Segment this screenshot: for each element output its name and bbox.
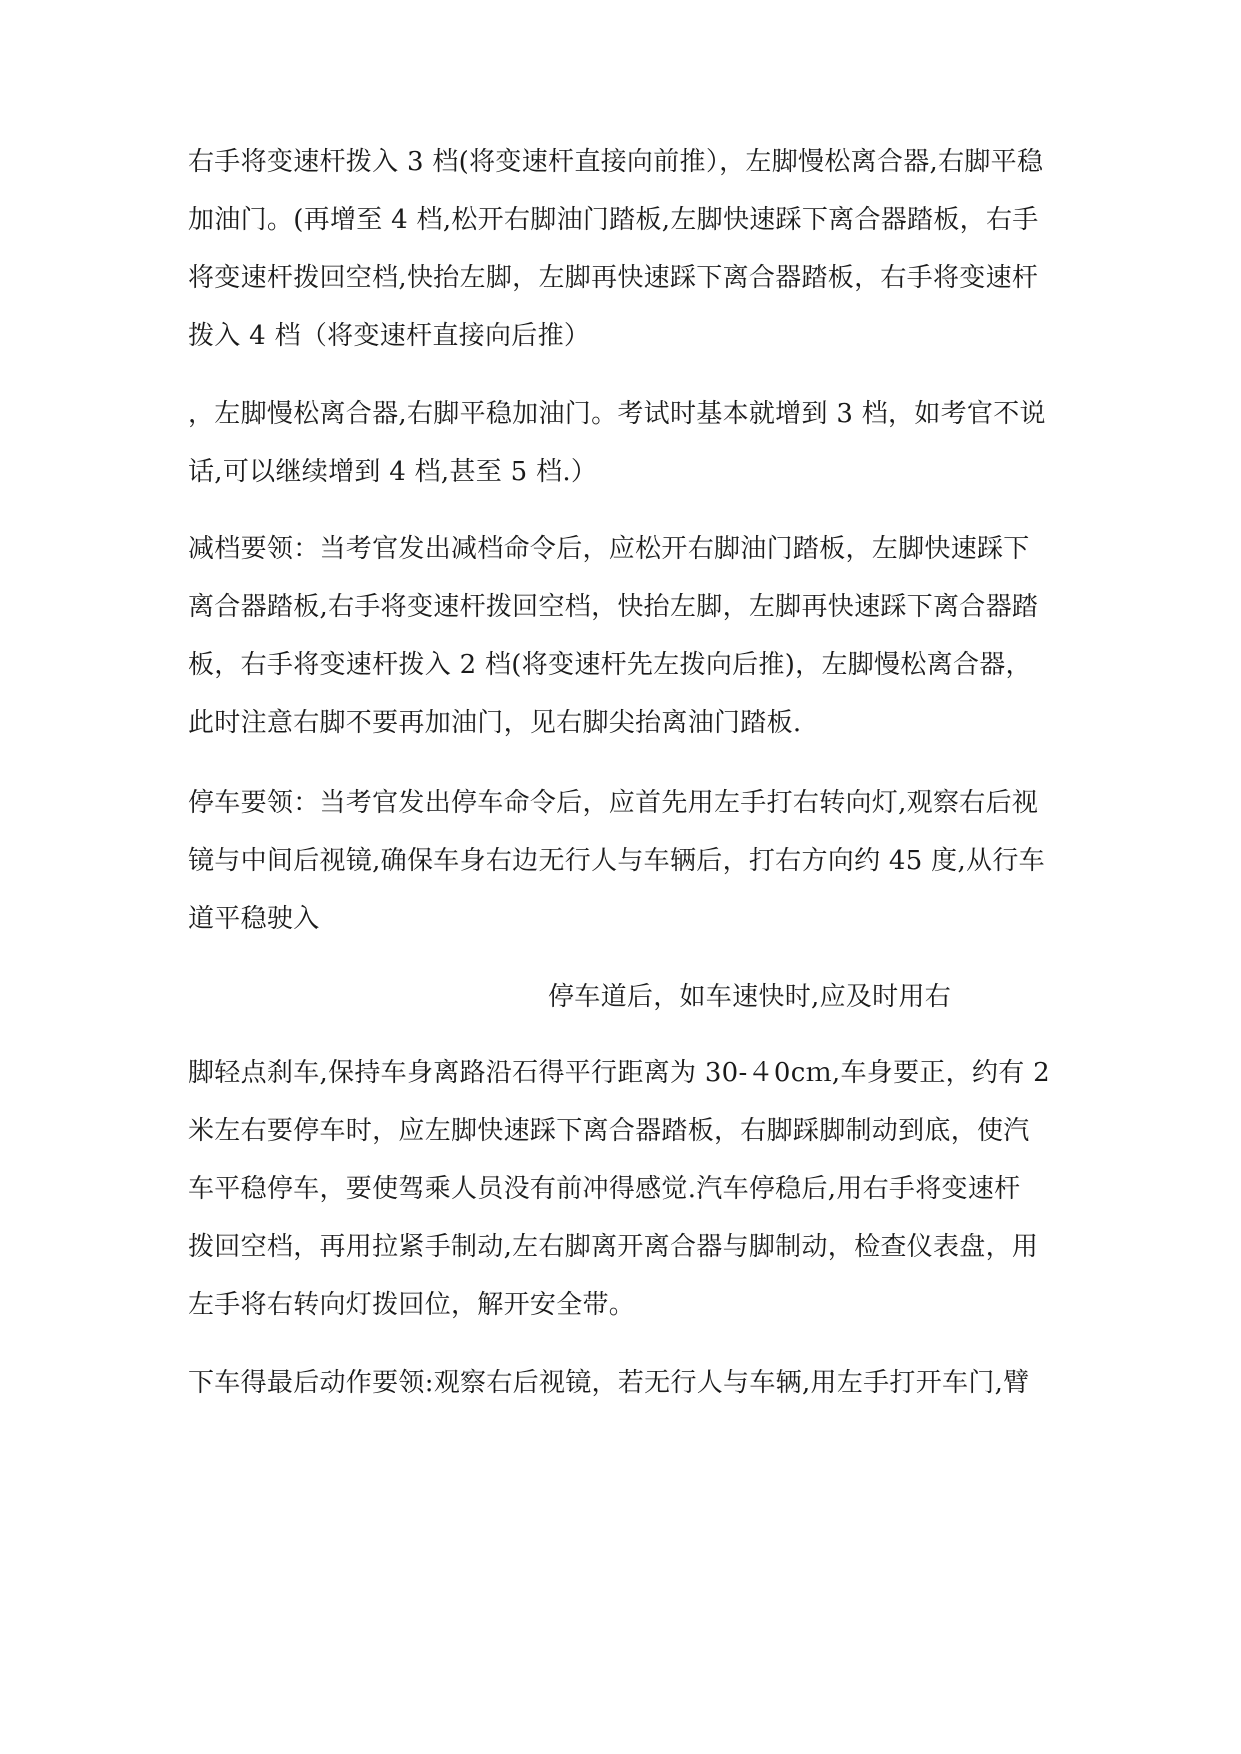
text-line: 加油门。(再增至 4 档,松开右脚油门踏板,左脚快速踩下离合器踏板，右手 <box>188 205 1039 235</box>
text-line: 拨入 4 档（将变速杆直接向后推） <box>188 321 591 351</box>
paragraph-exit-vehicle <box>188 1354 1060 1412</box>
text-line: 减档要领：当考官发出减档命令后，应松开右脚油门踏板，左脚快速踩下 <box>188 534 1030 564</box>
text-line: 拨回空档，再用拉紧手制动,左右脚离开离合器与脚制动，检查仪表盘，用 <box>188 1232 1039 1262</box>
text-line: 道平稳驶入 <box>188 904 320 934</box>
text-line: 停车要领：当考官发出停车命令后，应首先用左手打右转向灯,观察右后视 <box>188 788 1039 818</box>
text-line: 左手将右转向灯拨回位，解开安全带。 <box>188 1290 636 1320</box>
text-line: 下车得最后动作要领:观察右后视镜，若无行人与车辆,用左手打开车门,臂 <box>188 1368 1030 1398</box>
text-line: 车平稳停车，要使驾乘人员没有前冲得感觉.汽车停稳后,用右手将变速杆 <box>188 1174 1021 1204</box>
paragraph-shift-up-continued <box>188 385 1060 501</box>
indented-text-line: 停车道后，如车速快时,应及时用右 <box>548 982 952 1012</box>
paragraph-downshift <box>188 520 1060 752</box>
text-line: 将变速杆拨回空档,快抬左脚，左脚再快速踩下离合器踏板，右手将变速杆 <box>188 263 1039 293</box>
text-line: 右手将变速杆拨入 3 档(将变速杆直接向前推），左脚慢松离合器,右脚平稳 <box>188 147 1044 177</box>
paragraph-shift-up <box>188 133 1060 365</box>
text-line: 此时注意右脚不要再加油门，见右脚尖抬离油门踏板. <box>188 708 802 738</box>
paragraph-parking <box>188 774 1060 948</box>
text-line: ，左脚慢松离合器,右脚平稳加油门。考试时基本就增到 3 档，如考官不说 <box>188 399 1046 429</box>
text-line: 离合器踏板,右手将变速杆拨回空档，快抬左脚，左脚再快速踩下离合器踏 <box>188 592 1039 622</box>
text-line: 镜与中间后视镜,确保车身右边无行人与车辆后，打右方向约 45 度,从行车 <box>188 846 1045 876</box>
text-line: 脚轻点刹车,保持车身离路沿石得平行距离为 30-４0cｍ,车身要正，约有 2 <box>188 1058 1050 1088</box>
text-line: 米左右要停车时，应左脚快速踩下离合器踏板，右脚踩脚制动到底，使汽 <box>188 1116 1030 1146</box>
text-line: 话,可以继续增到 4 档,甚至 5 档.） <box>188 457 598 487</box>
text-line: 板，右手将变速杆拨入 2 档(将变速杆先左拨向后推)，左脚慢松离合器， <box>188 650 1032 680</box>
paragraph-braking <box>188 1044 1060 1334</box>
